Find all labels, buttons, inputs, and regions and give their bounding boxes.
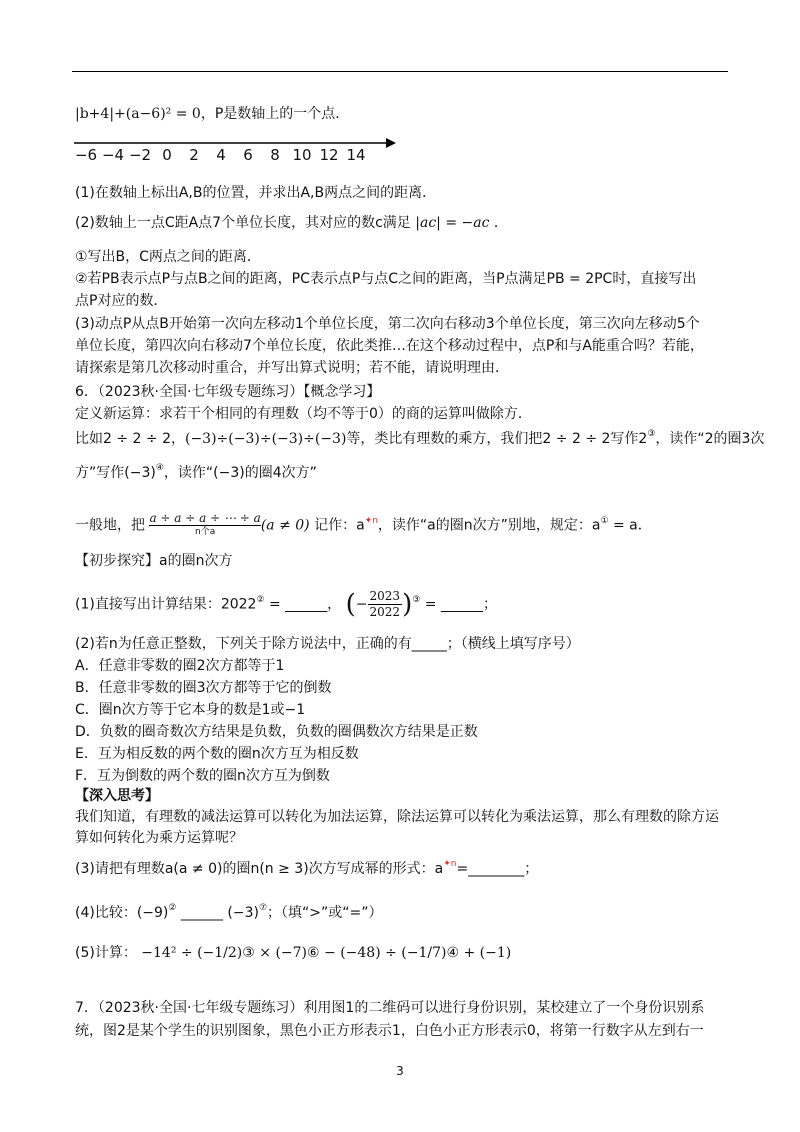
q6-q5-a: (5)计算： [75, 945, 137, 961]
q6-q1-frac-den: 2022 [369, 605, 401, 619]
q6-general-a: 一般地，把 [75, 517, 145, 534]
q5-part1: (1)在数轴上标出A,B的位置，并求出A,B两点之间的距离． [75, 185, 437, 201]
q6-explore-heading: 【初步探究】a的圈n次方 [75, 553, 233, 569]
q7-line1: 7．（2023秋·全国·七年级专题练习）利用图1的二维码可以进行身份识别，某校建立了一个身份识别系 [75, 1000, 705, 1016]
q6-option: D．负数的圈奇数次方结果是负数，负数的圈偶数次方结果是正数 [75, 724, 478, 740]
q6-example2 [75, 463, 317, 485]
q6-example2-sup: ④ [155, 463, 164, 473]
q6-option: B．任意非零数的圈3次方都等于它的倒数 [75, 680, 332, 696]
q6-q1-blank2: = ______； [424, 596, 497, 613]
number-line-tick: 14 [346, 146, 366, 164]
q6-q4-c: ；（填“>”或“=”） [267, 905, 383, 921]
q5-condition [75, 104, 349, 124]
q5-part2-end: ． [493, 215, 508, 231]
circle-3-icon: ③ [412, 594, 421, 605]
number-line-tick: 0 [162, 146, 172, 164]
q6-general-cond: (a ≠ 0) [260, 517, 310, 534]
q6-q1-a: (1)直接写出计算结果：2022 [75, 596, 257, 613]
q6-deep-line1: 我们知道，有理数的减法运算可以转化为加法运算，除法运算可以转化为乘法运算，那么有理数的除方运 [75, 809, 719, 825]
number-line-tick: −6 [74, 146, 98, 164]
q5-sub2-line2: 点P对应的数． [75, 293, 168, 309]
q6-q4-sup2: ⑦ [258, 903, 268, 913]
q5-sub2-line1: ②若PB表示点P与点B之间的距离，PC表示点P与点C之间的距离，当P点满足PB = 2PC时，直接写出 [75, 271, 697, 287]
q7-line2: 统，图2是某个学生的识别图象，黑色小正方形表示1，白色小正方形表示0，将第一行数字从左到右一 [75, 1023, 704, 1039]
number-line-arrow [386, 138, 396, 148]
q6-q1-frac-num: 2023 [369, 589, 401, 603]
number-line-tick: 10 [292, 146, 312, 164]
q5-part2 [75, 213, 508, 233]
q6-general-over: a ÷ a ÷ a ÷ ⋯ ÷ a [149, 511, 261, 525]
q5-part3-line3: 请探索是第几次移动时重合，并写出算式说明；若不能，请说明理由． [75, 360, 509, 376]
q6-example1-c: 等，类比有理数的乘方，我们把2 ÷ 2 ÷ 2写作2 [346, 431, 648, 447]
q5-part3-line2: 单位长度，第四次向右移动7个单位长度，依此类推…在这个移动过程中，点P和与A能重合吗？若能， [75, 338, 704, 354]
q6-q5-expression: −14² ÷ (−1/2)③ × (−7)⑥ − (−48) ÷ (−1/7)④ + (−1) [141, 945, 512, 961]
q6-question2: (2)若n为任意正整数，下列关于除方说法中，正确的有_____；（横线上填写序号） [75, 636, 580, 652]
q6-example1-formula: (−3)÷(−3)÷(−3)÷(−3) [184, 431, 347, 447]
q6-header: 6．（2023秋·全国·七年级专题练习）【概念学习】 [75, 384, 381, 400]
q6-general-under: n个a [149, 525, 260, 539]
q6-general [75, 512, 652, 539]
circle-n-icon: ✦n [364, 515, 378, 526]
q6-general-d: = a． [608, 517, 652, 534]
q6-example2-b: ，读作“(−3)的圈4次方” [163, 465, 317, 481]
number-line-tick: 4 [216, 146, 226, 164]
q6-example2-a: 方”写作(−3) [75, 465, 156, 481]
number-line-tick: 6 [243, 146, 253, 164]
q6-question1: (1)直接写出计算结果：2022② = ______， (− $\frac{2023}{2022}$ )③ = ______； [75, 589, 497, 620]
q6-option: E．互为相反数的两个数的圈n次方互为相反数 [75, 746, 359, 762]
q5-part2-formula: |ac| = −ac [415, 215, 490, 231]
q6-question5 [75, 943, 511, 963]
q5-sub1: ①写出B，C两点之间的距离． [75, 249, 261, 265]
q6-example1-sup: ③ [647, 429, 656, 439]
q6-example1-a: 比如2 ÷ 2 ÷ 2， [75, 431, 185, 447]
q6-q1-blank1: = ______， [264, 596, 342, 613]
q6-general-underbrace [149, 512, 260, 539]
number-line-tick: 8 [270, 146, 280, 164]
q6-option: F．互为倒数的两个数的圈n次方互为倒数 [75, 768, 330, 784]
page-number: 3 [396, 1064, 404, 1078]
number-line-tick: 2 [189, 146, 199, 164]
q6-example1-d: ，读作“2的圈3次 [655, 431, 765, 447]
q6-q1-fraction [368, 589, 403, 620]
circle-n-icon: ✦n [443, 859, 457, 869]
circle-1-icon: ① [600, 515, 609, 526]
q6-question4 [75, 903, 383, 925]
number-line-tick: 12 [319, 146, 339, 164]
q6-question3 [75, 859, 538, 881]
q6-general-b: 记作：a [314, 517, 365, 534]
header-rule [72, 71, 728, 72]
q6-q1-sup: ② [256, 594, 265, 605]
q6-q4-a: (4)比较：(−9) [75, 905, 169, 921]
q6-q3-a: (3)请把有理数a(a ≠ 0)的圈n(n ≥ 3)次方写成幂的形式：a [75, 861, 444, 877]
q5-condition-tail: ，P是数轴上的一个点． [200, 106, 350, 122]
q6-option: A．任意非零数的圈2次方都等于1 [75, 658, 285, 674]
q6-deep-heading: 【深入思考】 [75, 788, 159, 804]
q6-deep-line2: 算如何转化为乘方运算呢？ [75, 830, 243, 846]
q6-definition: 定义新运算：求若干个相同的有理数（均不等于0）的商的运算叫做除方． [75, 406, 532, 422]
number-line-tick: −2 [128, 146, 152, 164]
q5-part2-text: (2)数轴上一点C距A点7个单位长度，其对应的数c满足 [75, 215, 411, 231]
q6-general-c: ，读作“a的圈n次方”别地，规定：a [377, 517, 601, 534]
q6-q3-b: =________； [456, 861, 539, 877]
q6-option: C．圈n次方等于它本身的数是1或−1 [75, 702, 306, 718]
q6-q4-b: ______ (−3) [176, 905, 259, 921]
q5-part3-line1: (3)动点P从点B开始第一次向左移动1个单位长度，第二次向右移动3个单位长度，第三次向左移动5个 [75, 316, 700, 332]
q5-condition-formula: |b+4|+(a−6)² = 0 [75, 106, 201, 122]
q6-example1 [75, 429, 764, 451]
q6-q4-sup1: ② [168, 903, 177, 913]
number-line-tick: −4 [101, 146, 125, 164]
